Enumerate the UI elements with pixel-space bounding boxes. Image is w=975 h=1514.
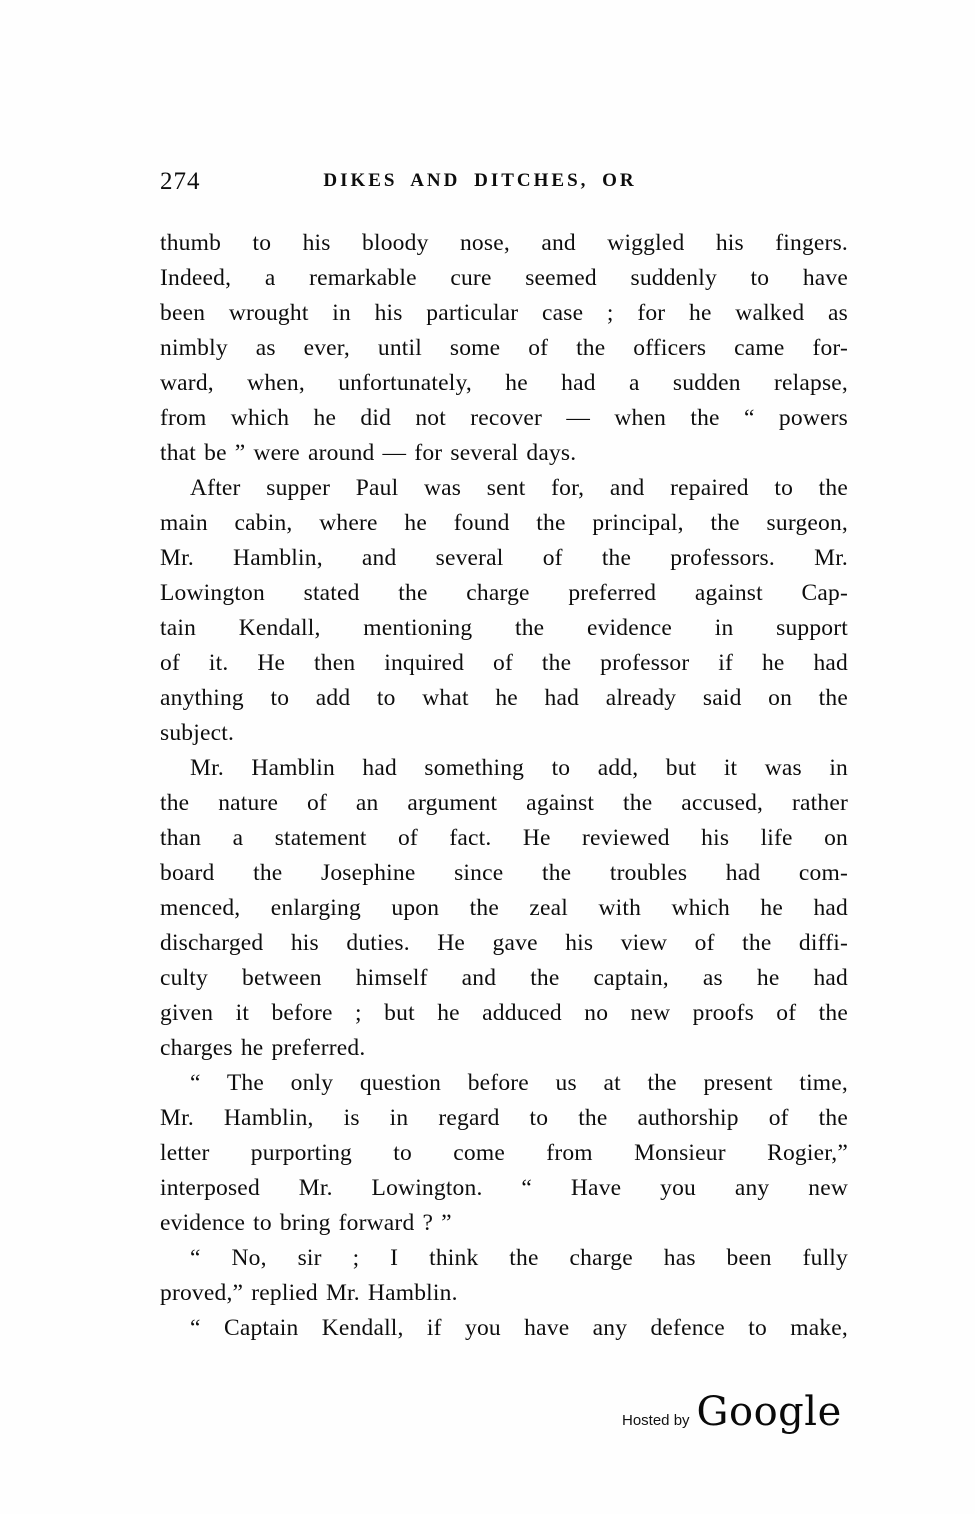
text-line: ward, when, unfortunately, he had a sudden relapse,: [160, 370, 848, 396]
text-line: the nature of an argument against the accused, rather: [160, 790, 848, 816]
paragraph: [160, 1241, 848, 1311]
text-line: Mr. Hamblin, and several of the professors. Mr.: [160, 545, 848, 571]
text-line: “ The only question before us at the present time,: [190, 1070, 848, 1096]
text-line: After supper Paul was sent for, and repaired to the: [190, 475, 848, 501]
text-line: charges he preferred.: [160, 1035, 366, 1061]
text-line: subject.: [160, 720, 235, 746]
paragraph: [160, 1066, 848, 1241]
text-line: been wrought in his particular case ; for he walked as: [160, 300, 848, 326]
text-line: board the Josephine since the troubles had com-: [160, 860, 848, 886]
text-line: evidence to bring forward ? ”: [160, 1210, 452, 1236]
text-line: culty between himself and the captain, as he had: [160, 965, 848, 991]
paragraph: [160, 1311, 848, 1346]
text-line: anything to add to what he had already said on the: [160, 685, 848, 711]
text-line: menced, enlarging upon the zeal with which he had: [160, 895, 848, 921]
body-text: [160, 226, 848, 1346]
text-line: nimbly as ever, until some of the officers came for-: [160, 335, 848, 361]
text-line: from which he did not recover — when the “ powers: [160, 405, 848, 431]
text-line: proved,” replied Mr. Hamblin.: [160, 1280, 458, 1306]
text-line: “ No, sir ; I think the charge has been fully: [190, 1245, 848, 1271]
paragraph: [160, 471, 848, 751]
watermark: [622, 1389, 842, 1435]
hosted-by-label: Hosted by: [622, 1412, 690, 1429]
text-line: “ Captain Kendall, if you have any defence to make,: [190, 1315, 848, 1341]
page-number: 274: [160, 168, 201, 195]
text-line: thumb to his bloody nose, and wiggled his fingers.: [160, 230, 848, 256]
text-line: Mr. Hamblin, is in regard to the authorship of the: [160, 1105, 848, 1131]
text-line: Lowington stated the charge preferred against Cap-: [160, 580, 848, 606]
paragraph: [160, 226, 848, 471]
text-line: of it. He then inquired of the professor if he had: [160, 650, 848, 676]
google-logo: Google: [696, 1389, 842, 1435]
paragraph: [160, 751, 848, 1066]
text-line: interposed Mr. Lowington. “ Have you any new: [160, 1175, 848, 1201]
running-header-title: DIKES AND DITCHES, OR: [323, 170, 637, 191]
text-line: main cabin, where he found the principal, the surgeon,: [160, 510, 848, 536]
text-line: that be ” were around — for several days.: [160, 440, 577, 466]
running-header-row: [0, 166, 975, 200]
text-line: letter purporting to come from Monsieur Rogier,”: [160, 1140, 848, 1166]
text-line: Indeed, a remarkable cure seemed suddenly to have: [160, 265, 848, 291]
text-line: than a statement of fact. He reviewed his life on: [160, 825, 848, 851]
text-line: Mr. Hamblin had something to add, but it was in: [190, 755, 848, 781]
text-line: given it before ; but he adduced no new proofs of the: [160, 1000, 848, 1026]
text-line: tain Kendall, mentioning the evidence in support: [160, 615, 848, 641]
text-line: discharged his duties. He gave his view of the diffi-: [160, 930, 848, 956]
